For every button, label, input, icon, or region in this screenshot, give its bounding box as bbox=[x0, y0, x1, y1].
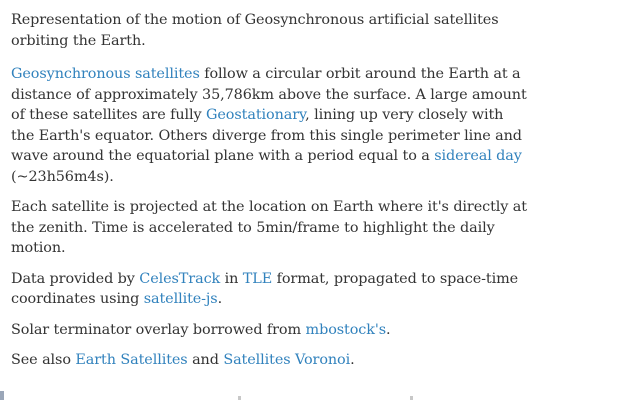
see-also-text-2: and bbox=[187, 352, 224, 368]
sidereal-day-link[interactable]: sidereal day bbox=[434, 148, 522, 164]
see-also-text-3: . bbox=[350, 352, 355, 368]
data-source-text-3: format, propagated to space-time coordinates using bbox=[11, 270, 519, 307]
tle-link[interactable]: TLE bbox=[242, 270, 273, 287]
page-edge-marker bbox=[0, 391, 4, 400]
geostationary-link[interactable]: Geostationary bbox=[206, 107, 306, 123]
terminator-text-1: Solar terminator overlay borrowed from bbox=[11, 321, 306, 338]
bottom-hint-mark-right bbox=[410, 396, 413, 400]
terminator-text-2: . bbox=[386, 321, 391, 338]
bottom-hint-mark-left bbox=[238, 396, 241, 400]
orbit-text-1: follow a circular orbit around the Earth at a distance of approximately 35,786km above the surface. A large amount of these satellites are fully bbox=[11, 66, 527, 123]
satellite-js-link[interactable]: satellite-js bbox=[143, 291, 218, 307]
mbostock-link[interactable]: mbostock's bbox=[305, 321, 387, 338]
celestrack-link[interactable]: CelesTrack bbox=[139, 270, 221, 287]
data-source-text-4: . bbox=[217, 291, 223, 307]
intro-text: Representation of the motion of Geosynchronous artificial satellites orbiting the Earth. bbox=[11, 12, 499, 49]
data-source-text-2: in bbox=[220, 270, 243, 287]
data-source-text-1: Data provided by bbox=[11, 270, 140, 287]
earth-satellites-link[interactable]: Earth Satellites bbox=[75, 352, 188, 368]
projection-paragraph bbox=[11, 197, 531, 259]
see-also-text-1: See also bbox=[11, 352, 76, 368]
geosynchronous-satellites-link[interactable]: Geosynchronous satellites bbox=[11, 66, 200, 82]
see-also-paragraph bbox=[11, 350, 531, 371]
projection-text: Each satellite is projected at the location on Earth where it's directly at the zenith. Time is accelerated to 5min/frame to highlight the daily motion. bbox=[11, 199, 527, 256]
satellites-voronoi-link[interactable]: Satellites Voronoi bbox=[223, 352, 351, 368]
orbit-text-2: , lining up very closely with the Earth's equator. Others diverge from this single perimeter line and wave around the equatorial plane with a period equal to a bbox=[11, 107, 522, 164]
terminator-paragraph bbox=[11, 320, 531, 341]
orbit-text-3: (~23h56m4s). bbox=[11, 168, 114, 185]
data-source-paragraph bbox=[11, 269, 531, 310]
readme-content bbox=[11, 10, 531, 381]
intro-paragraph bbox=[11, 10, 531, 51]
orbit-paragraph bbox=[11, 64, 531, 187]
